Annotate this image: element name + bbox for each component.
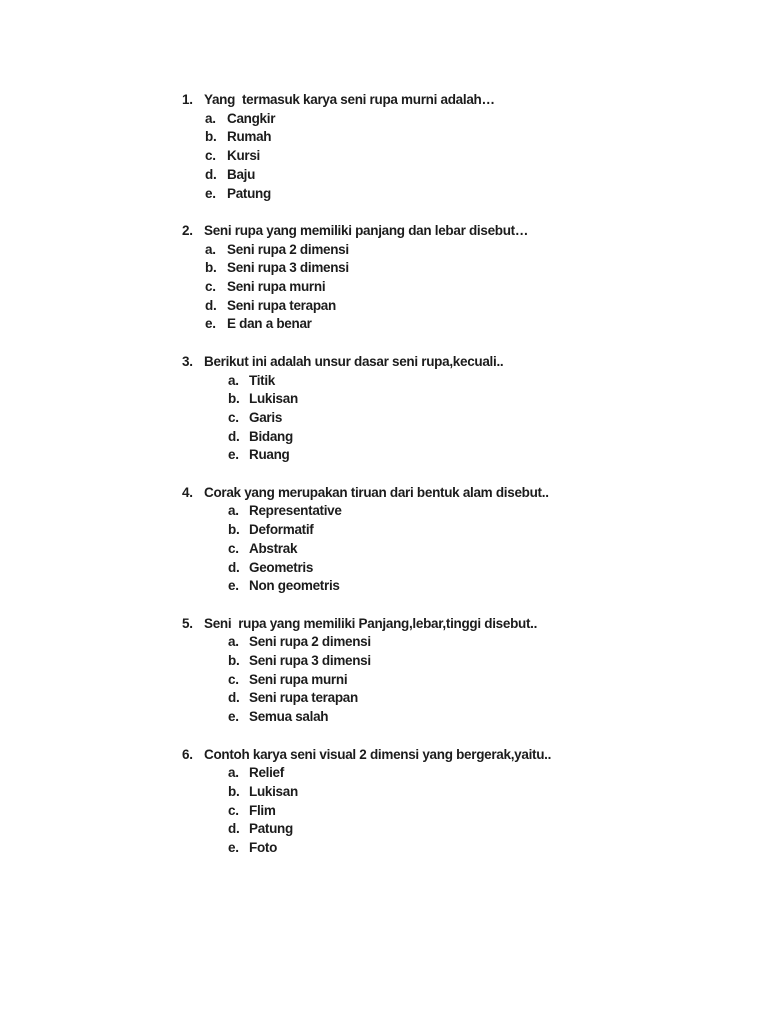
question-text: Berikut ini adalah unsur dasar seni rupa,kecuali.. bbox=[204, 353, 504, 369]
option-letter: e. bbox=[205, 316, 216, 332]
option-text: Ruang bbox=[249, 447, 290, 463]
option-letter: b. bbox=[205, 260, 217, 276]
option-letter: e. bbox=[228, 447, 239, 463]
option-row bbox=[228, 390, 768, 409]
question-number: 6. bbox=[182, 746, 193, 762]
question-text: Seni rupa yang memiliki panjang dan lebar disebut… bbox=[204, 222, 529, 238]
option-row bbox=[205, 297, 768, 316]
option-letter: c. bbox=[228, 671, 239, 687]
option-text: Rumah bbox=[227, 129, 272, 145]
option-letter: a. bbox=[205, 241, 216, 257]
question-line bbox=[182, 91, 768, 110]
option-row bbox=[205, 241, 768, 260]
question-number: 5. bbox=[182, 615, 193, 631]
option-text: Semua salah bbox=[249, 709, 329, 725]
option-text: Seni rupa murni bbox=[249, 671, 348, 687]
option-text: Seni rupa 3 dimensi bbox=[249, 653, 371, 669]
option-row bbox=[228, 689, 768, 708]
option-letter: c. bbox=[205, 279, 216, 295]
option-text: Lukisan bbox=[249, 391, 298, 407]
option-letter: a. bbox=[205, 110, 216, 126]
option-letter: a. bbox=[228, 765, 239, 781]
option-letter: b. bbox=[228, 522, 240, 538]
option-letter: b. bbox=[228, 391, 240, 407]
option-text: Patung bbox=[249, 821, 293, 837]
option-text: Seni rupa terapan bbox=[227, 297, 336, 313]
question-line bbox=[182, 615, 768, 634]
option-text: Seni rupa 2 dimensi bbox=[227, 241, 349, 257]
option-row bbox=[205, 315, 768, 334]
option-letter: b. bbox=[228, 653, 240, 669]
option-row bbox=[205, 110, 768, 129]
option-text: Kursi bbox=[227, 148, 261, 164]
option-letter: a. bbox=[228, 372, 239, 388]
option-row bbox=[228, 540, 768, 559]
option-row bbox=[228, 652, 768, 671]
option-text: Seni rupa terapan bbox=[249, 690, 358, 706]
question-block bbox=[0, 615, 768, 727]
option-letter: b. bbox=[228, 783, 240, 799]
option-letter: e. bbox=[228, 578, 239, 594]
option-row bbox=[205, 147, 768, 166]
option-text: Baju bbox=[227, 166, 256, 182]
option-row bbox=[205, 278, 768, 297]
option-letter: c. bbox=[228, 409, 239, 425]
option-row bbox=[205, 166, 768, 185]
option-letter: e. bbox=[228, 709, 239, 725]
option-row bbox=[228, 671, 768, 690]
option-letter: c. bbox=[205, 148, 216, 164]
option-text: Seni rupa 3 dimensi bbox=[227, 260, 349, 276]
option-text: Patung bbox=[227, 185, 271, 201]
question-line bbox=[182, 353, 768, 372]
option-row bbox=[228, 820, 768, 839]
option-text: Foto bbox=[249, 840, 278, 856]
option-letter: d. bbox=[205, 297, 217, 313]
question-number: 4. bbox=[182, 484, 193, 500]
question-line bbox=[182, 484, 768, 503]
option-text: Garis bbox=[249, 409, 283, 425]
option-text: Flim bbox=[249, 802, 276, 818]
question-block bbox=[0, 353, 768, 465]
option-text: Seni rupa 2 dimensi bbox=[249, 634, 371, 650]
question-number: 3. bbox=[182, 353, 193, 369]
question-block bbox=[0, 746, 768, 858]
option-letter: d. bbox=[228, 559, 240, 575]
option-row bbox=[228, 633, 768, 652]
option-text: Titik bbox=[249, 372, 276, 388]
option-row bbox=[228, 446, 768, 465]
option-letter: e. bbox=[228, 840, 239, 856]
option-row bbox=[228, 502, 768, 521]
question-line bbox=[182, 222, 768, 241]
option-letter: a. bbox=[228, 634, 239, 650]
option-letter: d. bbox=[228, 428, 240, 444]
option-row bbox=[228, 764, 768, 783]
question-text: Yang termasuk karya seni rupa murni adalah… bbox=[204, 92, 495, 107]
option-row bbox=[228, 559, 768, 578]
option-row bbox=[205, 128, 768, 147]
option-text: Abstrak bbox=[249, 540, 298, 556]
option-row bbox=[228, 372, 768, 391]
option-text: E dan a benar bbox=[227, 316, 312, 332]
option-letter: c. bbox=[228, 540, 239, 556]
option-row bbox=[228, 839, 768, 858]
option-row bbox=[228, 521, 768, 540]
option-letter: c. bbox=[228, 802, 239, 818]
option-letter: b. bbox=[205, 129, 217, 145]
option-row bbox=[228, 708, 768, 727]
option-text: Relief bbox=[249, 765, 284, 781]
option-text: Geometris bbox=[249, 559, 314, 575]
option-letter: d. bbox=[205, 166, 217, 182]
option-letter: d. bbox=[228, 690, 240, 706]
option-text: Representative bbox=[249, 503, 342, 519]
option-letter: e. bbox=[205, 185, 216, 201]
question-text: Contoh karya seni visual 2 dimensi yang bergerak,yaitu.. bbox=[204, 746, 552, 762]
question-line bbox=[182, 746, 768, 765]
question-text: Seni rupa yang memiliki Panjang,lebar,tinggi disebut.. bbox=[204, 615, 538, 631]
option-letter: a. bbox=[228, 503, 239, 519]
option-row bbox=[228, 783, 768, 802]
option-row bbox=[228, 802, 768, 821]
question-number: 2. bbox=[182, 222, 193, 238]
option-letter: d. bbox=[228, 821, 240, 837]
question-block bbox=[0, 222, 768, 334]
option-text: Deformatif bbox=[249, 522, 314, 538]
option-text: Lukisan bbox=[249, 783, 298, 799]
option-row bbox=[228, 428, 768, 447]
question-text: Corak yang merupakan tiruan dari bentuk alam disebut.. bbox=[204, 484, 549, 500]
option-text: Cangkir bbox=[227, 110, 276, 126]
option-row bbox=[205, 259, 768, 278]
option-text: Non geometris bbox=[249, 578, 340, 594]
option-row bbox=[228, 577, 768, 596]
option-text: Bidang bbox=[249, 428, 293, 444]
question-block bbox=[0, 484, 768, 596]
option-row bbox=[205, 185, 768, 204]
question-number: 1. bbox=[182, 92, 193, 107]
option-text: Seni rupa murni bbox=[227, 279, 326, 295]
option-row bbox=[228, 409, 768, 428]
question-block bbox=[0, 91, 768, 203]
